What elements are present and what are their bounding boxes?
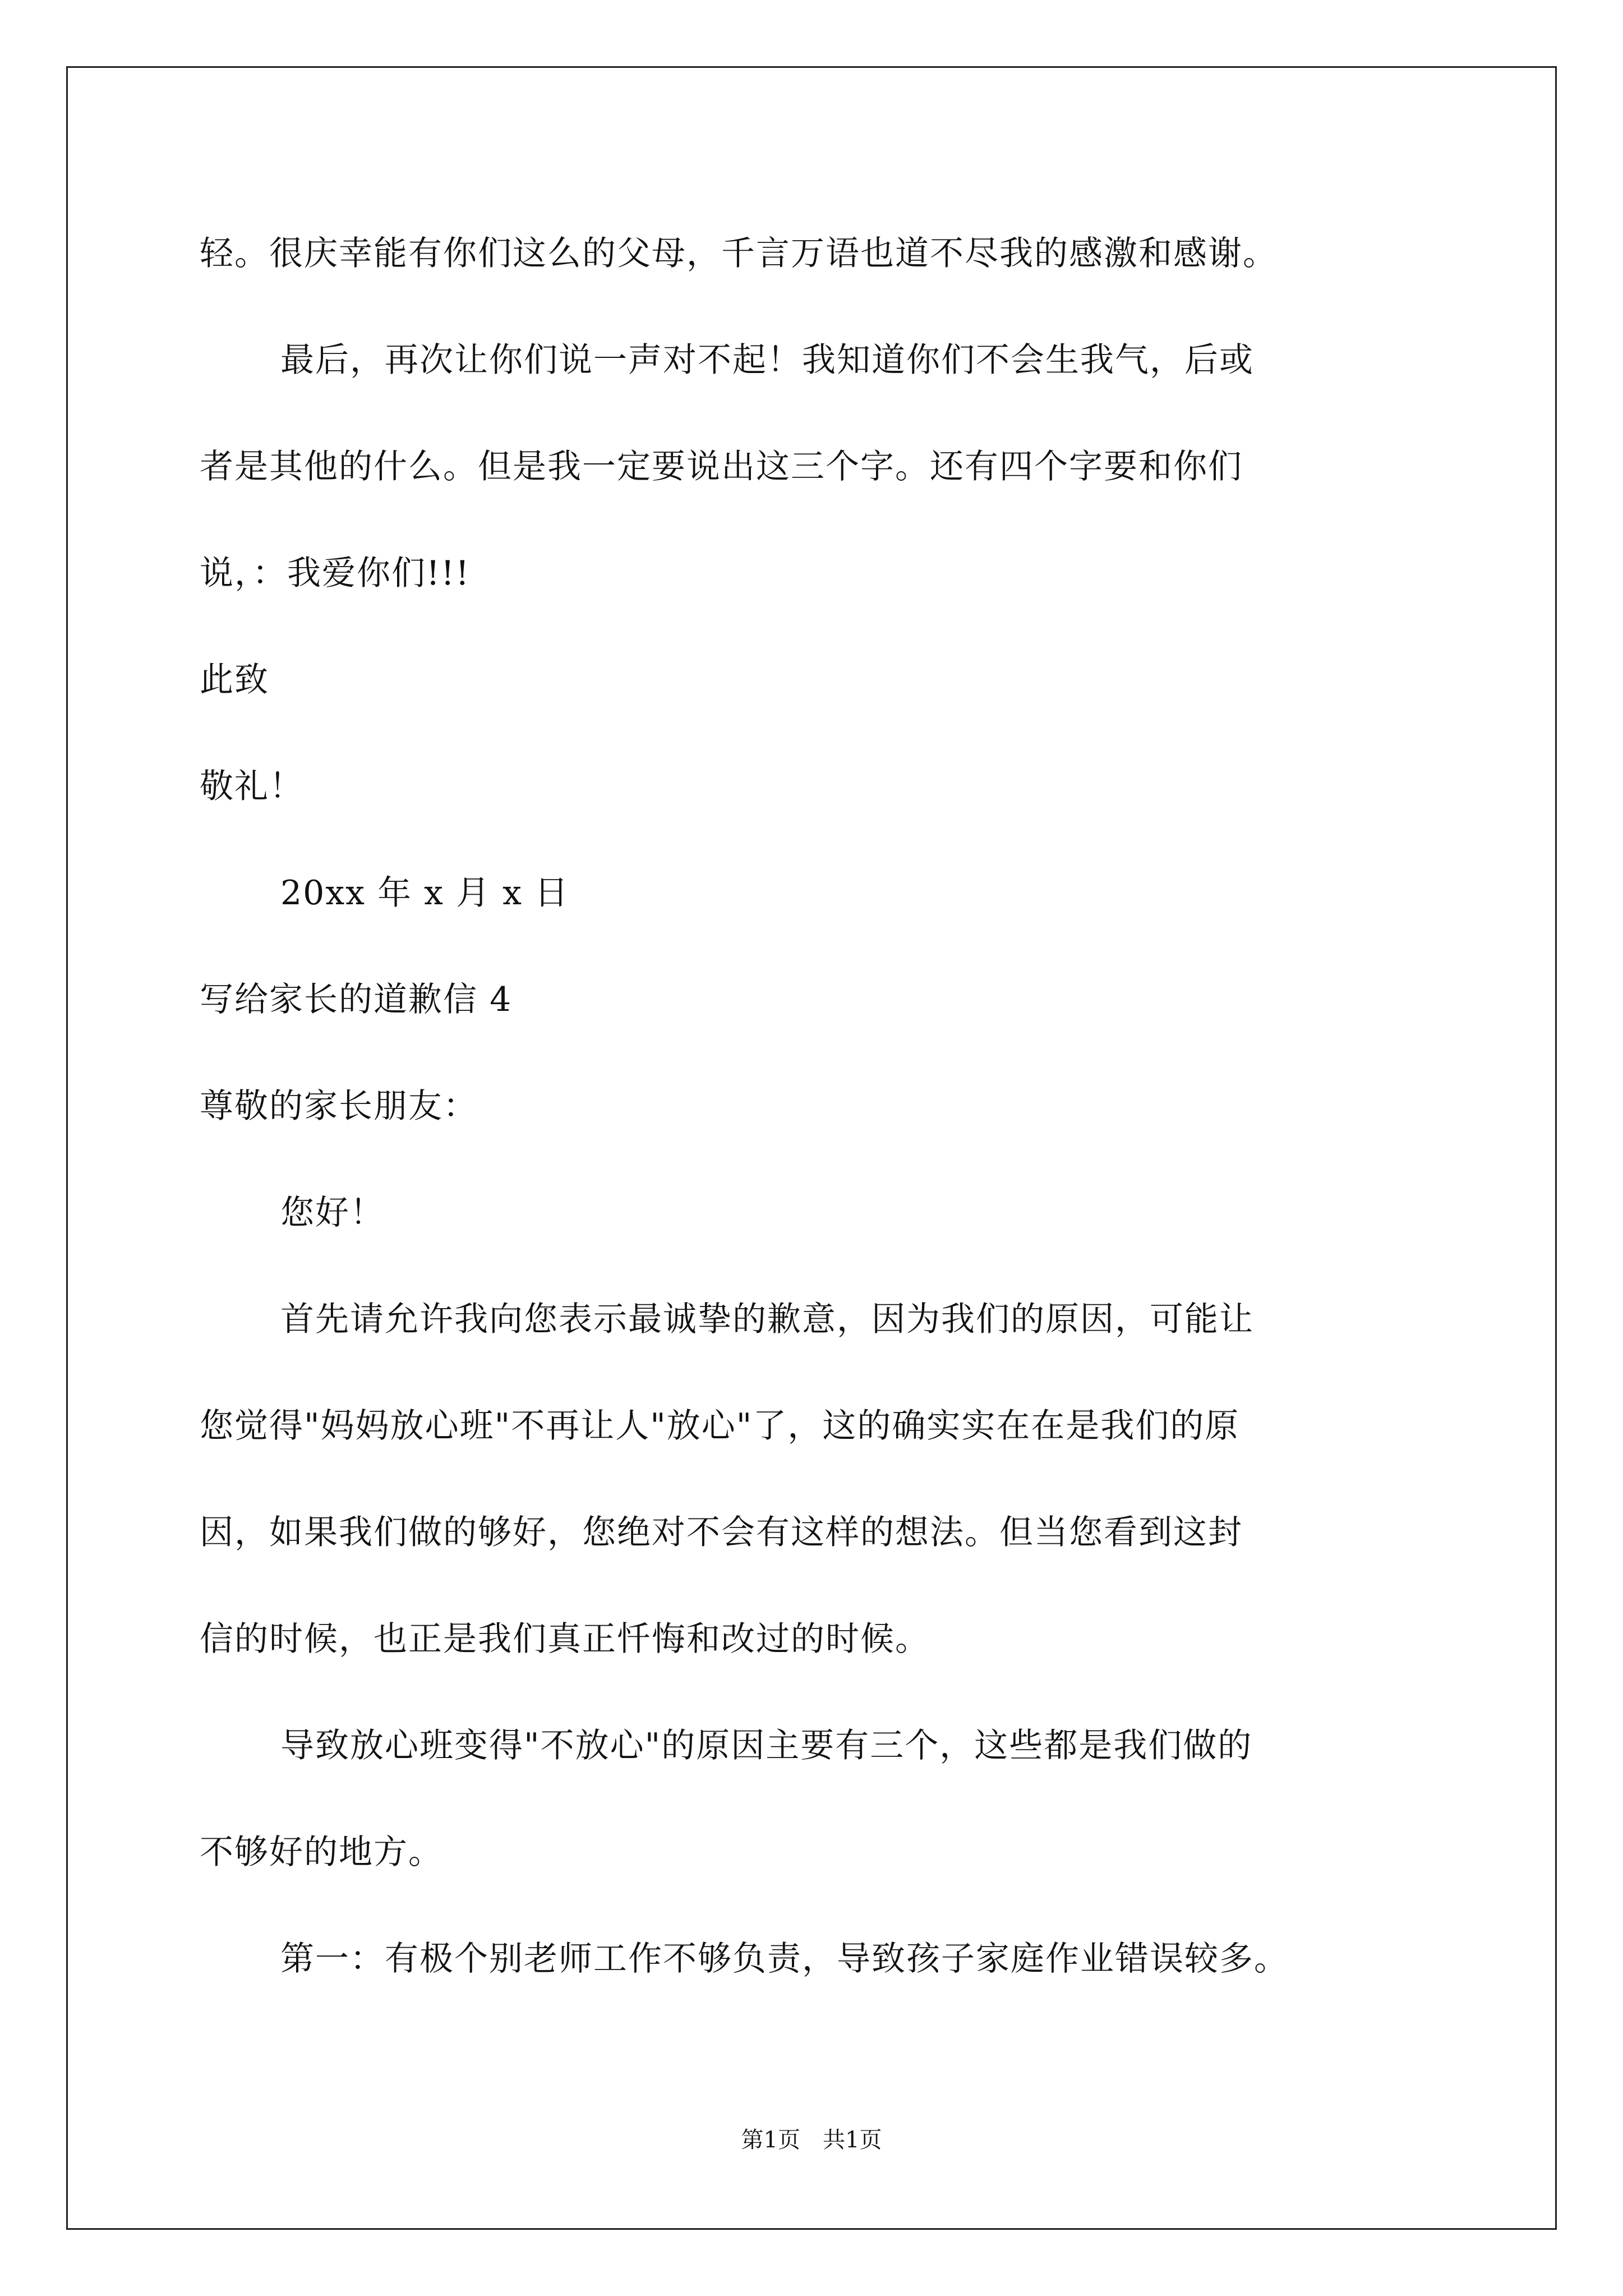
body-line: 说，：我爱你们!!! xyxy=(200,554,471,593)
section-title: 写给家长的道歉信 4 xyxy=(200,980,513,1019)
greeting-hello: 您好！ xyxy=(280,1193,385,1232)
body-line: 者是其他的什么。但是我一定要说出这三个字。还有四个字要和你们 xyxy=(200,447,1243,486)
body-line: 不够好的地方。 xyxy=(200,1833,443,1872)
body-line: 您觉得"妈妈放心班"不再让人"放心"了，这的确实实在在是我们的原 xyxy=(200,1406,1240,1446)
body-line: 轻。很庆幸能有你们这么的父母，千言万语也道不尽我的感激和感谢。 xyxy=(200,234,1278,273)
greeting: 尊敬的家长朋友： xyxy=(200,1087,478,1126)
closing-regards: 敬礼！ xyxy=(200,767,304,806)
body-line: 首先请允许我向您表示最诚挚的歉意，因为我们的原因，可能让 xyxy=(280,1300,1254,1339)
body-line: 信的时候，也正是我们真正忏悔和改过的时候。 xyxy=(200,1619,930,1659)
page-footer: 第1页 共1页 xyxy=(741,2127,882,2153)
closing-salutation: 此致 xyxy=(200,660,269,700)
body-line: 导致放心班变得"不放心"的原因主要有三个，这些都是我们做的 xyxy=(280,1726,1253,1765)
body-line: 第一：有极个别老师工作不够负责，导致孩子家庭作业错误较多。 xyxy=(280,1939,1289,1978)
body-line: 最后，再次让你们说一声对不起！我知道你们不会生我气，后或 xyxy=(280,341,1254,380)
letter-date: 20xx 年 x 月 x 日 xyxy=(280,873,570,913)
body-line: 因，如果我们做的够好，您绝对不会有这样的想法。但当您看到这封 xyxy=(200,1513,1243,1552)
page-border xyxy=(66,66,1557,2230)
